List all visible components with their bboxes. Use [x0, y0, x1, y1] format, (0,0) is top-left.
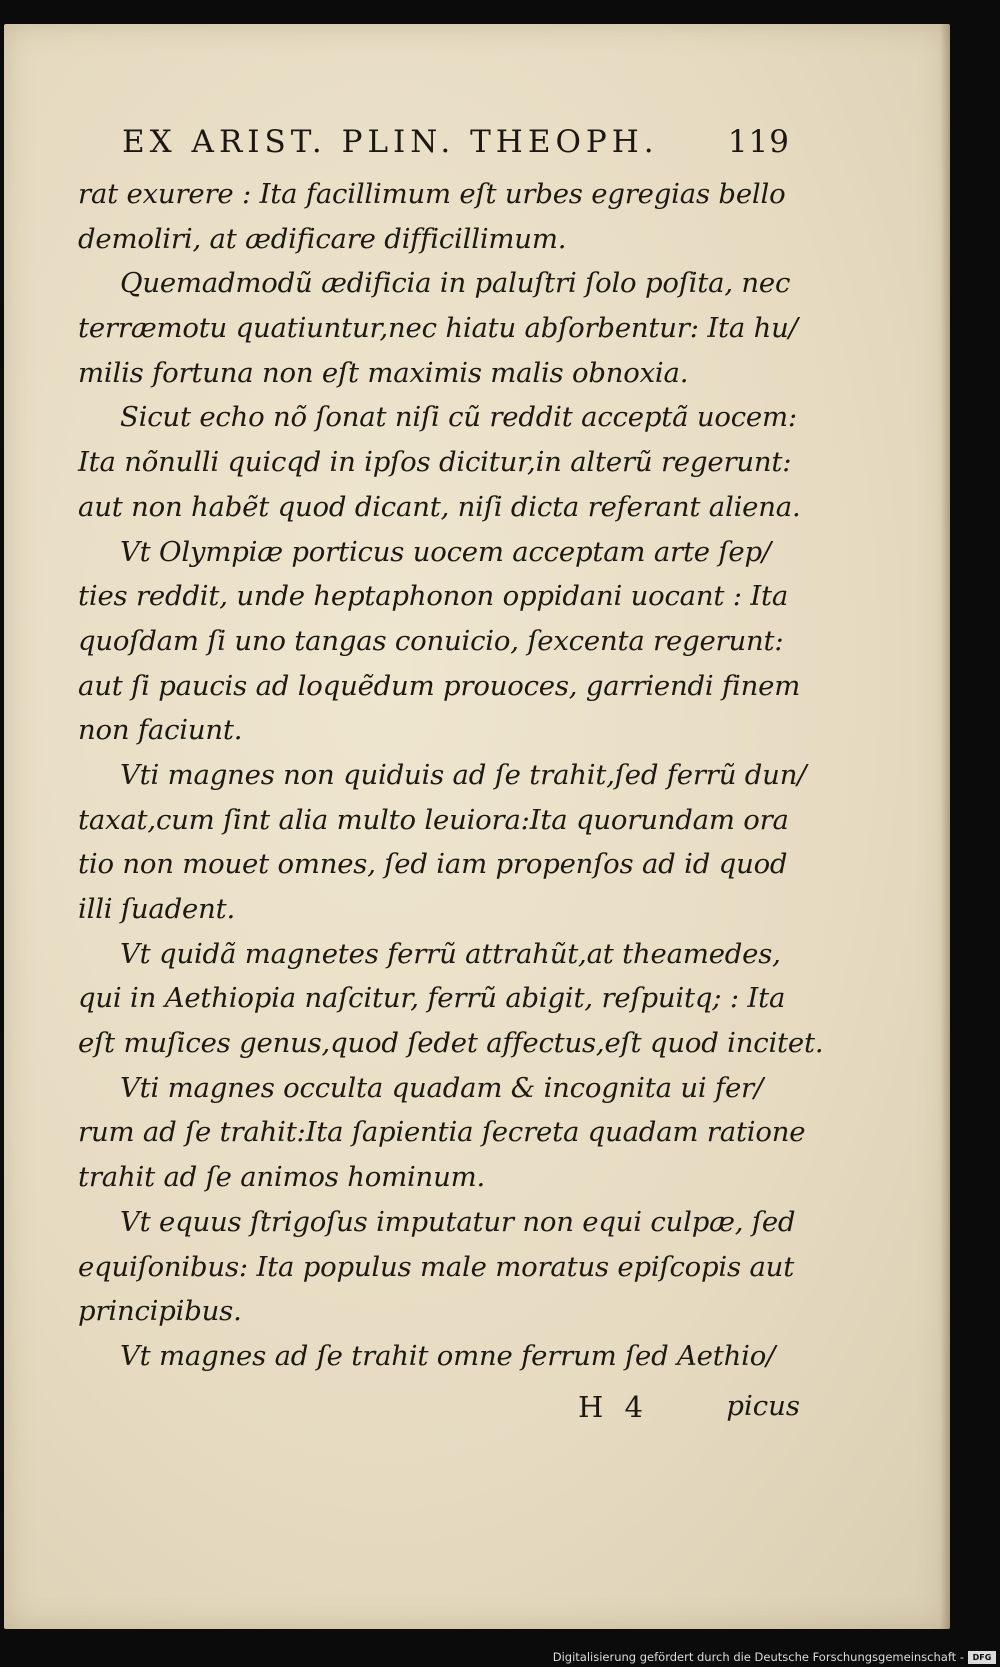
- text-line: qui in Aethiopia naſcitur, ferrũ abigit, reſpuitq; : Ita: [78, 982, 786, 1015]
- catchword: picus: [726, 1390, 800, 1422]
- text-line: principibus.: [78, 1295, 242, 1328]
- page-footer: [78, 1390, 800, 1434]
- signature-mark: H 4: [578, 1390, 649, 1424]
- body-text: [78, 172, 824, 1379]
- page-header: [122, 124, 790, 168]
- digitization-credit: [0, 1648, 1000, 1667]
- text-line: Vti magnes non quiduis ad ſe trahit,ſed ferrũ dun/: [120, 758, 807, 791]
- running-title: EX ARIST. PLIN. THEOPH.: [122, 124, 659, 160]
- text-line: Sicut echo nõ ſonat niſi cũ reddit acceptã uocem:: [120, 401, 797, 434]
- text-line: taxat,cum ſint alia multo leuiora:Ita quorundam ora: [78, 803, 789, 836]
- text-line: non faciunt.: [78, 714, 243, 747]
- text-line: tio non mouet omnes, ſed iam propenſos ad id quod: [78, 848, 788, 881]
- text-line: aut non habẽt quod dicant, niſi dicta referant aliena.: [78, 490, 801, 523]
- text-line: illi ſuadent.: [78, 893, 235, 925]
- credit-text: Digitalisierung gefördert durch die Deutsche Forschungsgemeinschaft -: [552, 1650, 964, 1664]
- text-line: trahit ad ſe animos hominum.: [78, 1161, 485, 1194]
- text-line: eſt muſices genus,quod ſedet affectus,eſt quod incitet.: [78, 1027, 824, 1060]
- page-edge-shadow: [940, 24, 950, 1629]
- text-line: rat exurere : Ita facillimum eſt urbes egregias bello: [78, 178, 786, 210]
- text-line: Ita nõnulli quicqd in ipſos dicitur,in alterũ regerunt:: [78, 446, 792, 479]
- text-line: terræmotu quatiuntur,nec hiatu abſorbentur: Ita hu/: [78, 312, 798, 345]
- text-line: aut ſi paucis ad loquẽdum prouoces, garriendi finem: [78, 669, 801, 702]
- text-line: ties reddit, unde heptaphonon oppidani uocant : Ita: [78, 580, 789, 613]
- text-line: Vt magnes ad ſe trahit omne ferrum ſed Aethio/: [120, 1339, 776, 1372]
- text-line: equiſonibus: Ita populus male moratus epiſcopis aut: [78, 1250, 795, 1283]
- text-line: Vt equus ſtrigoſus imputatur non equi culpæ, ſed: [120, 1205, 796, 1238]
- dfg-logo-icon: DFG: [968, 1651, 996, 1664]
- page-number: 119: [727, 124, 790, 160]
- text-line: milis fortuna non eſt maximis malis obnoxia.: [78, 356, 689, 389]
- text-line: demoliri, at ædificare difficillimum.: [78, 222, 567, 255]
- text-line: quoſdam ſi uno tangas conuicio, ſexcenta regerunt:: [78, 624, 784, 657]
- text-line: Vt quidã magnetes ferrũ attrahũt,at theamedes,: [120, 937, 781, 970]
- text-line: Vt Olympiæ porticus uocem acceptam arte ſep/: [120, 535, 771, 568]
- text-line: Vti magnes occulta quadam & incognita ui fer/: [120, 1071, 764, 1104]
- text-line: Quemadmodũ ædificia in paluſtri ſolo poſita, nec: [120, 267, 791, 300]
- text-line: rum ad ſe trahit:Ita ſapientia ſecreta quadam ratione: [78, 1116, 806, 1149]
